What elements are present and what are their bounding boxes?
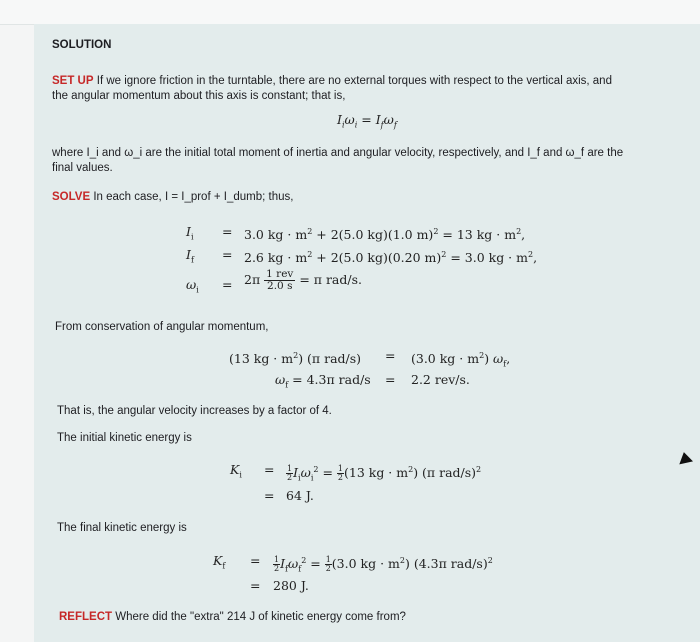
setup-text-1: If we ignore friction in the turntable, there are no external torques with respect to the vertical axis, and: [96, 75, 612, 87]
half-fraction: $\frac{1}{2}$: [337, 464, 343, 483]
where-line-2: final values.: [52, 162, 113, 174]
final-ke-text: The final kinetic energy is: [57, 522, 187, 534]
eq-omega-initial: $\omega_i$ = 2π 1 rev 2.0 s = π rad/s.: [186, 268, 362, 295]
half-fraction: $\frac{1}{2}$: [325, 555, 331, 574]
conservation-text: From conservation of angular momentum,: [55, 321, 269, 333]
fraction-rev-per-time: 1 rev 2.0 s: [266, 268, 294, 292]
eq-moment-final: $I_f$ = 2.6 kg · $m^2 + 2(5.0$ kg)(0.20 m)$^2$ = 3.0 kg · $m^2$,: [186, 247, 538, 266]
where-line-1: where I_i and ω_i are the initial total moment of inertia and angular velocity, respectively, and I_f and ω_f are the: [52, 147, 624, 159]
conservation-equation: $I_i\omega_i = I_f\omega_f$: [337, 112, 397, 130]
solve-text: In each case, I = I_prof + I_dumb; thus,: [93, 191, 294, 203]
reflect-line: [59, 610, 406, 624]
setup-line-1: [52, 74, 612, 88]
reflect-label: REFLECT: [59, 611, 113, 623]
initial-ke-text: The initial kinetic energy is: [57, 432, 192, 444]
eq-conservation: (13 kg · $m^2$) (π rad/s) = (3.0 kg · $m^2$) $\omega_f$,: [229, 348, 511, 369]
eq-ke-initial: $K_i$ = $\frac{1}{2}$ $I_i\omega_i^2$ = $\frac{1}{2}$ (13 kg · $m^2$) (π rad/s)$^2$: [230, 462, 482, 483]
solve-line: [52, 190, 293, 204]
half-fraction: $\frac{1}{2}$: [274, 555, 280, 574]
setup-label: SET UP: [52, 75, 94, 87]
factor-text: That is, the angular velocity increases by a factor of 4.: [57, 405, 332, 417]
solve-label: SOLVE: [52, 191, 91, 203]
setup-line-2: the angular momentum about this axis is constant; that is,: [52, 90, 346, 102]
solution-heading: SOLUTION: [52, 39, 112, 51]
half-fraction: $\frac{1}{2}$: [287, 464, 293, 483]
reflect-text: Where did the "extra" 214 J of kinetic energy come from?: [115, 611, 406, 623]
top-strip: [0, 0, 700, 25]
eq-ke-final: $K_f$ = $\frac{1}{2}$ $I_f\omega_f^2$ = $\frac{1}{2}$ (3.0 kg · $m^2$) (4.3π rad/s)$^2$: [213, 553, 493, 574]
eq-moment-initial: $I_i$ = 3.0 kg · $m^2 + 2(5.0$ kg)(1.0 m)$^2$ = 13 kg · $m^2$,: [186, 224, 526, 243]
